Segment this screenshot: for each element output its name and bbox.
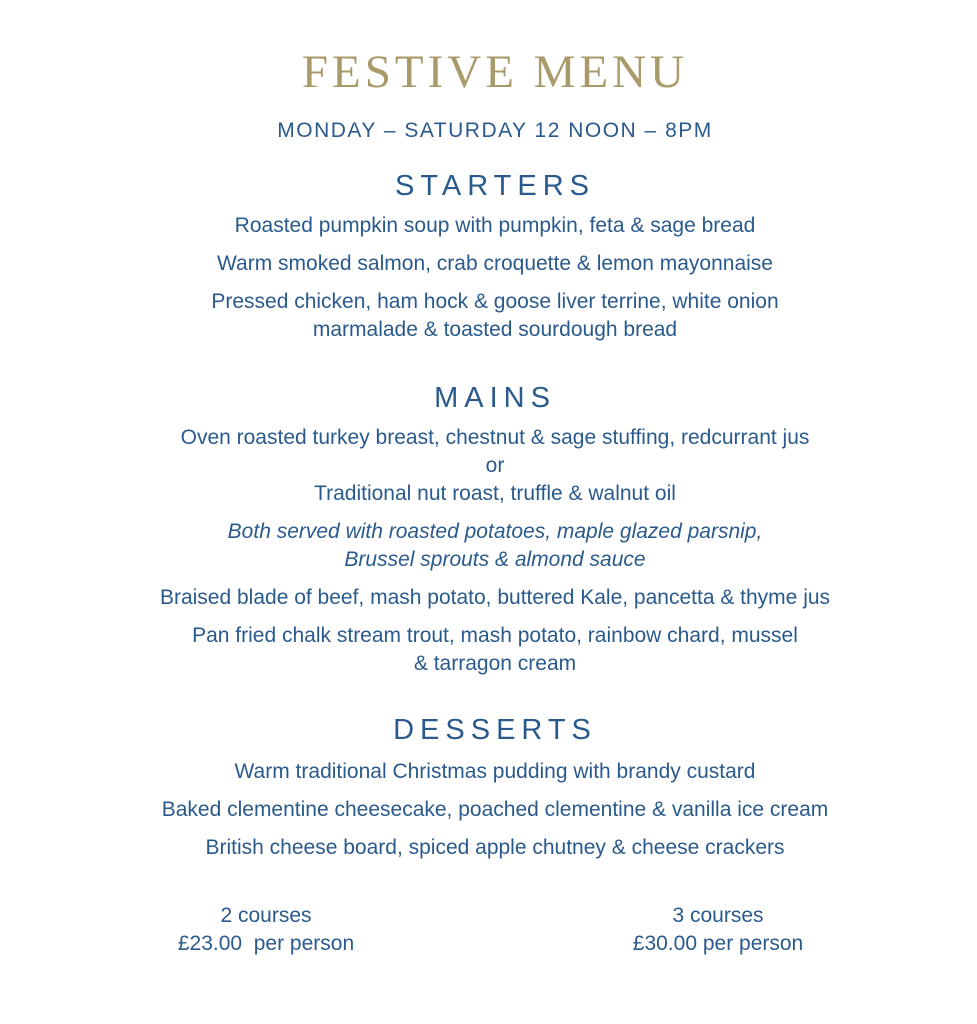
courses-label: 2 courses	[220, 904, 312, 927]
starter-item: Roasted pumpkin soup with pumpkin, feta & sage bread	[234, 214, 756, 237]
courses-label: 3 courses	[672, 904, 764, 927]
starter-item: Pressed chicken, ham hock & goose liver terrine, white onion	[211, 290, 779, 313]
price-2-courses	[116, 902, 416, 958]
price-label: £30.00 per person	[632, 932, 804, 955]
main-item: Braised blade of beef, mash potato, buttered Kale, pancetta & thyme jus	[159, 586, 831, 609]
dessert-item: Warm traditional Christmas pudding with brandy custard	[234, 760, 756, 783]
main-or: or	[485, 454, 505, 477]
menu-title: FESTIVE MENU	[301, 46, 689, 98]
dessert-item: British cheese board, spiced apple chutney & cheese crackers	[205, 836, 785, 859]
starter-item: marmalade & toasted sourdough bread	[312, 318, 678, 341]
desserts-heading: DESSERTS	[393, 714, 597, 746]
dessert-item: Baked clementine cheesecake, poached clementine & vanilla ice cream	[161, 798, 829, 821]
price-label: £23.00 per person	[177, 932, 355, 955]
opening-hours: MONDAY – SATURDAY 12 NOON – 8PM	[277, 119, 713, 142]
main-item: & tarragon cream	[413, 652, 577, 675]
starter-item: Warm smoked salmon, crab croquette & lemon mayonnaise	[217, 252, 773, 275]
main-note: Both served with roasted potatoes, maple glazed parsnip,	[227, 520, 763, 543]
mains-heading: MAINS	[434, 382, 556, 414]
starters-heading: STARTERS	[394, 170, 595, 202]
price-3-courses	[568, 902, 868, 958]
main-item: Traditional nut roast, truffle & walnut oil	[314, 482, 676, 505]
main-item: Oven roasted turkey breast, chestnut & sage stuffing, redcurrant jus	[180, 426, 810, 449]
main-note: Brussel sprouts & almond sauce	[344, 548, 646, 571]
main-item: Pan fried chalk stream trout, mash potato, rainbow chard, mussel	[192, 624, 798, 647]
